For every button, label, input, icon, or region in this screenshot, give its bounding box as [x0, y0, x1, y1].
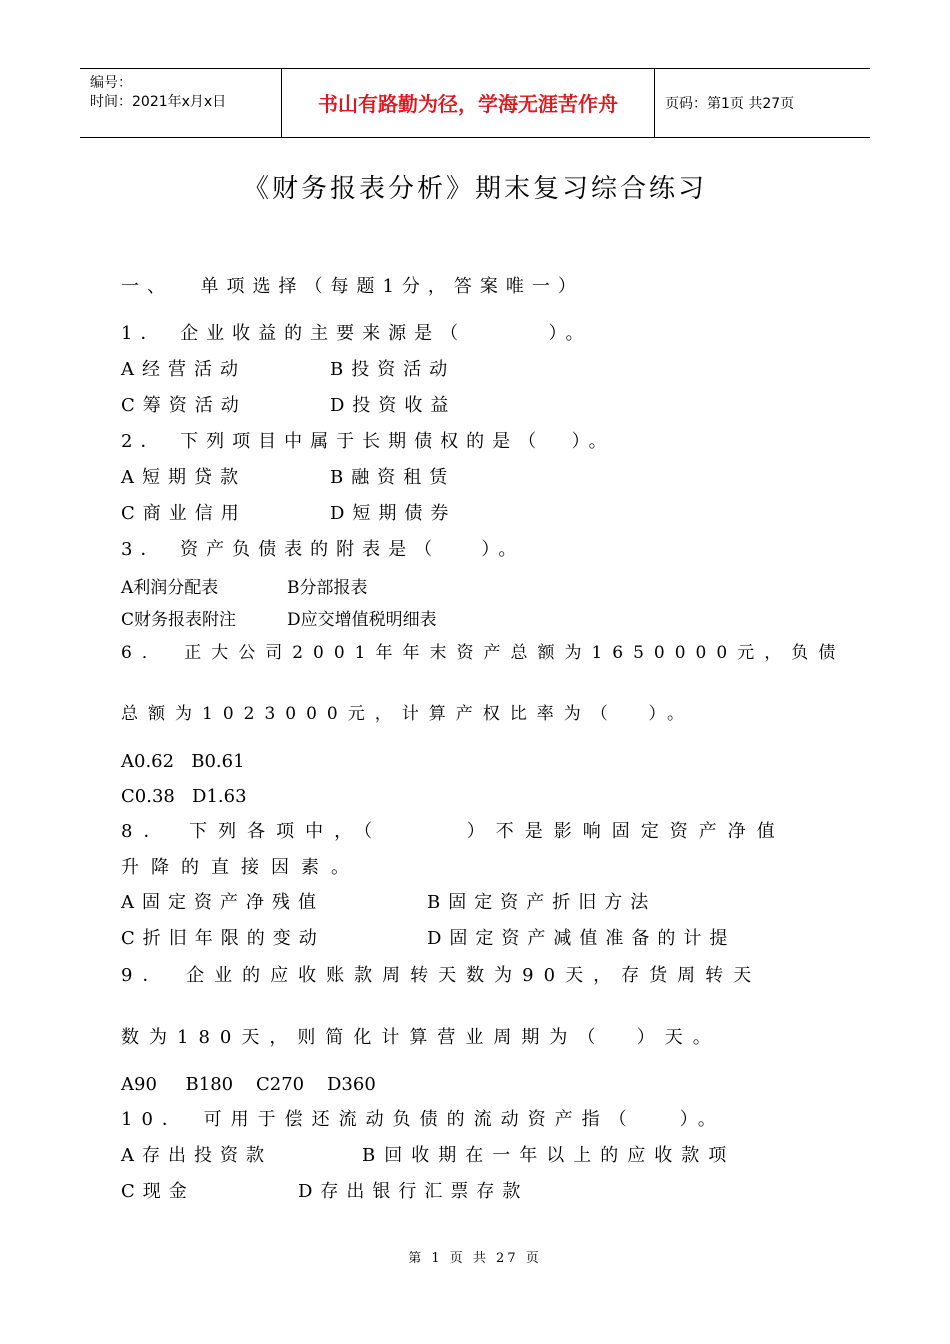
option: D投资收益	[330, 395, 457, 416]
date-label: 时间：2021年x月x日	[90, 94, 227, 110]
option: B分部报表	[287, 578, 368, 598]
document-title: 《财务报表分析》期末复习综合练习	[242, 174, 707, 204]
question-9-cont: 数为180天，则简化计算营业周期为（ ）天。	[121, 1027, 721, 1048]
question-3: 3． 资产负债表的附表是（ ）。	[121, 539, 525, 560]
question-6-cont: 总额为1023000元，计算产权比率为（ ）。	[121, 704, 695, 724]
option: A存出投资款	[121, 1145, 272, 1166]
option: C折旧年限的变动	[121, 928, 325, 949]
option: D存出银行汇票存款	[298, 1181, 529, 1202]
option: D固定资产减值准备的计提	[427, 928, 736, 949]
option: A利润分配表	[121, 578, 219, 598]
option: A固定资产净残值	[121, 892, 324, 913]
page-footer: 第 1 页 共 27 页	[408, 1251, 542, 1266]
option: A90 B180 C270 D360	[121, 1074, 376, 1095]
question-6: 6． 正大公司2001年年末资产总额为1650000元，负债	[121, 643, 846, 663]
header-page-info: 页码：第1页 共27页	[665, 96, 795, 112]
option: D短期债券	[330, 503, 457, 524]
question-9: 9． 企业的应收账款周转天数为90天，存货周转天	[121, 965, 762, 986]
question-1: 1． 企业收益的主要来源是（ ）。	[121, 323, 592, 344]
option: B固定资产折旧方法	[427, 892, 657, 913]
option: C财务报表附注	[121, 610, 237, 630]
option: B融资租赁	[330, 467, 456, 488]
option: C商业信用	[121, 503, 247, 524]
question-8-cont: 升降的直接因素。	[121, 857, 361, 878]
header-table	[80, 68, 870, 138]
header-motto: 书山有路勤为径，学海无涯苦作舟	[318, 92, 618, 116]
option: D应交增值税明细表	[287, 610, 437, 630]
option: C筹资活动	[121, 395, 247, 416]
header-divider	[654, 69, 655, 137]
option: A经营活动	[121, 359, 246, 380]
number-label: 编号：	[90, 75, 132, 91]
option: C0.38 D1.63	[121, 786, 247, 807]
question-10: 10． 可用于偿还流动负债的流动资产指（ ）。	[121, 1109, 725, 1130]
option: A0.62 B0.61	[121, 751, 245, 772]
question-8: 8． 下列各项中，（ ）不是影响固定资产净值	[121, 821, 786, 842]
question-2: 2． 下列项目中属于长期债权的是（ ）。	[121, 431, 615, 452]
option: A短期贷款	[121, 467, 246, 488]
section-heading: 一、 单项选择（每题1分，答案唯一）	[121, 276, 584, 297]
option: B回收期在一年以上的应收款项	[362, 1145, 736, 1166]
header-meta	[80, 69, 280, 137]
option: C现金	[121, 1181, 195, 1202]
option: B投资活动	[330, 359, 456, 380]
